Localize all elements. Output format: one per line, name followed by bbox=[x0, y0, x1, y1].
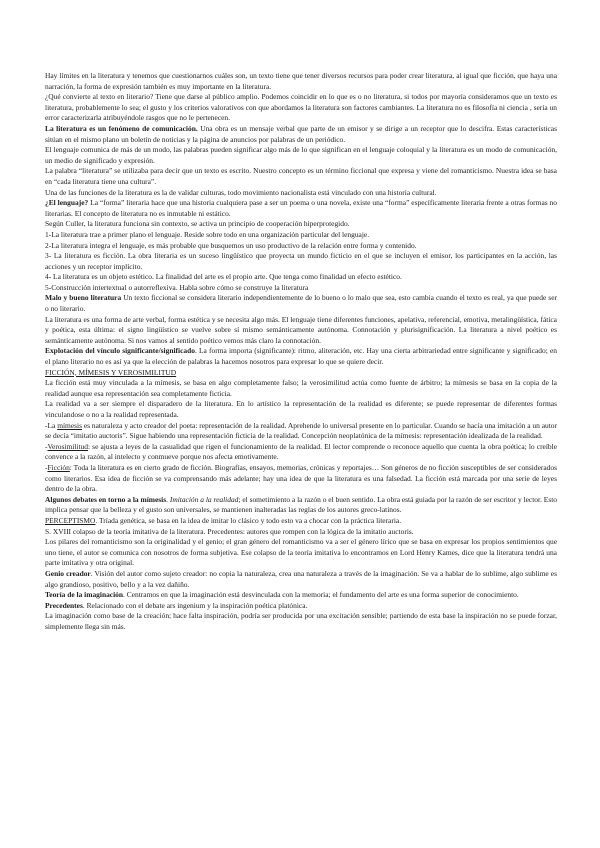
bold-text: Explotación del vínculo significante/significado bbox=[45, 346, 195, 356]
bold-text: Genio creador bbox=[45, 568, 91, 578]
underlined-text: Verosimilitud bbox=[47, 441, 88, 451]
text-run: 2-La literatura integra el lenguaje, es más probable que busquemos un uso productivo de la relación entre forma y contenido. bbox=[45, 240, 417, 250]
paragraph bbox=[45, 590, 557, 601]
document-page bbox=[45, 71, 557, 632]
paragraph bbox=[45, 188, 557, 199]
text-run: Los pilares del romanticismo son la originalidad y el genio; el gran género del romanticismo va a ser el género lírico que se basa en expresar los propios sentimientos que uno tiene, el autor se comunica con nosotros de forma subjetiva. Ese colapso de la teoría imitativa lo encontramos en Lord Henry Kames, dice que la literatura tendrá una parte imitativa y otra original. bbox=[45, 537, 557, 568]
text-run: 5-Construcción intertextual o autorreflexiva. Habla sobre cómo se construye la literatura bbox=[45, 282, 309, 292]
paragraph bbox=[45, 124, 557, 145]
paragraph bbox=[45, 230, 557, 241]
text-run: Un texto ficcional se considera literario independientemente de lo bueno o lo malo que sea, esto cambia cuando el texto es real, ya que puede ser o no literario. bbox=[45, 293, 557, 314]
underlined-text: PERCEPTISMO bbox=[45, 515, 96, 525]
paragraph bbox=[45, 346, 557, 367]
text-run: Según Culler, la literatura funciona sin contexto, se activa un principio de cooperación hiperprotegido. bbox=[45, 219, 350, 229]
text-run: . Tríada genética, se basa en la idea de imitar lo clásico y todo esto va a chocar con la práctica literaria. bbox=[95, 515, 402, 525]
italic-text: Imitación a la realidad bbox=[169, 494, 239, 504]
text-run: : se ajusta a leyes de la casualidad que rigen el funcionamiento de la realidad. El lector comprende o reconoce aquello que cuenta la obra poética; lo creíble convence a la razón, al intelecto y conmueve porque nos afecta emotivamente. bbox=[45, 441, 557, 462]
text-run: Una obra es un mensaje verbal que parte de un emisor y se dirige a un receptor que lo descifra. Estas características sitúan en el mismo plano un boletín de noticias y la página de anuncios por palabras de un periódico. bbox=[45, 123, 558, 144]
bold-text: La literatura es un fenómeno de comunicación. bbox=[45, 123, 198, 133]
text-run: . bbox=[166, 494, 170, 504]
text-run: - bbox=[45, 441, 48, 451]
paragraph bbox=[45, 283, 557, 294]
text-run: S. XVIII colapso de la teoría imitativa de la literatura. Precedentes: autores que rompen con la lógica de la imitatio auctoris. bbox=[45, 526, 414, 536]
text-run: Una de las funciones de la literatura es la de validar culturas, todo movimiento nacionalista está vinculado con una historia cultural. bbox=[45, 187, 437, 197]
text-run: - bbox=[45, 462, 48, 472]
paragraph bbox=[45, 442, 557, 463]
text-run: ; el sometimiento a la razón o el buen sentido. La obra está guiada por la razón de ser escritor y lector. Esto implica pensar que la belleza y el gusto son universales, se mantienen inalteradas las reglas de los autores greco-latinos. bbox=[45, 494, 558, 515]
paragraph bbox=[45, 399, 557, 420]
text-run: La “forma” literaria hace que una historia cualquiera pase a ser un poema o una novela, existe una “forma” específicamente literaria frente a otras formas no literarias. El concepto de literatura no es inmutable ni estático. bbox=[45, 198, 557, 218]
text-run: La imaginación como base de la creación; hace falta inspiración, podría ser producida por una excitación sensible; partiendo de esta base la inspiración no se puede forzar, simplemente llega sin más. bbox=[45, 611, 557, 631]
paragraph bbox=[45, 495, 557, 516]
text-run: El lenguaje comunica de más de un modo, las palabras pueden significar algo más de lo que significan en el lenguaje coloquial y la literatura es un modo de comunicación, un medio de significado y expresión. bbox=[45, 145, 557, 165]
text-run: 3- La literatura es ficción. La obra literaria es un suceso lingüístico que proyecta un mundo ficticio en el que se incluyen el emisor, los participantes en la acción, las acciones y un receptor implícito. bbox=[45, 251, 557, 271]
paragraph bbox=[45, 463, 557, 495]
text-run: -La bbox=[45, 420, 58, 430]
text-run: . La forma importa (significante): ritmo, aliteración, etc. Hay una cierta arbitrariedad entre significante y significado; en el plano literario no es así ya que la elección de palabras la hacemos nosotros para expresar lo que se quiere decir. bbox=[45, 346, 557, 367]
text-run: Hay límites en la literatura y tenemos que cuestionarnos cuáles son, un texto tiene que tener diversos recursos para poder crear literatura, al igual que ficción, que haya una narración, la forma de expresión también es muy importante en la literatura. bbox=[45, 71, 557, 91]
text-run: La realidad va a ser siempre el disparadero de la literatura. En lo artístico la representación de la realidad es diferente; se puede representar de diferentes formas vinculandose o no a la realidad representada. bbox=[45, 399, 557, 419]
paragraph bbox=[45, 198, 557, 219]
paragraph bbox=[45, 315, 557, 347]
paragraph bbox=[45, 71, 557, 92]
bold-text: Precedentes bbox=[45, 600, 83, 610]
text-run: . Visión del autor como sujeto creador: no copia la naturaleza, crea una naturaleza a través de la imaginación. Se va a hablar de lo sublime, algo sublime es algo grandioso, positivo, bello y a la vez dañiño. bbox=[45, 568, 557, 589]
paragraph bbox=[45, 293, 557, 314]
paragraph bbox=[45, 601, 557, 612]
text-run: . Centramos en que la imaginación está desvinculada con la memoria; el fundamento del arte es una forma superior de conocimiento. bbox=[123, 590, 519, 600]
text-run: es naturaleza y acto creador del poeta: representación de la realidad. Aprehende lo universal presente en lo particular. Cuando se hacía una imitación a un autor se decía “imitatio auctoris”. Sigue habiendo una representación ficticia de la realidad. Concepción neoplatónica de la mímesis: representación idealizada de la realidad. bbox=[45, 420, 557, 441]
bold-text: Teoría de la imaginación bbox=[45, 590, 124, 600]
text-run: FICCIÓN, MÍMESIS Y VEROSIMILITUD bbox=[45, 367, 177, 377]
text-run: . Relacionado con el debate ars ingenium y la inspiración poética platónica. bbox=[82, 600, 308, 610]
bold-text: ¿El lenguaje? bbox=[45, 198, 89, 208]
paragraph bbox=[45, 378, 557, 399]
paragraph bbox=[45, 145, 557, 166]
text-run: La literatura es una forma de arte verbal, forma estética y se necesita algo más. El lenguaje tiene diferentes funciones, apelativa, referencial, emotiva, metalingüística, fática y poética, esta última: el signo lingüístico se vuelve sobre sí mismo semánticamente autónoma. Connotación y plurisignificación. La literatura a nivel poético es semánticamente autónoma. Si nos vamos al sentido poético vemos más claro la connotación. bbox=[45, 314, 557, 345]
paragraph bbox=[45, 516, 557, 527]
paragraph bbox=[45, 537, 557, 569]
paragraph bbox=[45, 241, 557, 252]
paragraph bbox=[45, 611, 557, 632]
underlined-text: mímesis bbox=[57, 420, 82, 430]
section-heading bbox=[45, 368, 557, 379]
paragraph bbox=[45, 166, 557, 187]
bold-text: Malo y bueno literatura bbox=[45, 293, 122, 303]
text-run: ¿Qué convierte al texto en literario? Tiene que darse al público amplio. Podemos coincidir en lo que es o no literatura, si todos por mayoría consideramos que un texto es literatura, probablemente lo sea; el gusto y los criterios valorativos con que abordamos la literatura son factores cambiantes. La literatura no es filosofía ni ciencia , sería un error caracterizarla atribuyéndole rasgos que no le pertenecen. bbox=[45, 92, 557, 123]
paragraph bbox=[45, 421, 557, 442]
underlined-text: Ficción bbox=[47, 462, 70, 472]
text-run: La ficción está muy vinculada a la mímesis, se basa en algo completamente falso; la verosimilitud actúa como fuente de árbitro; la mímesis se basa en la copia de la realidad aunque esa representación sea completamente ficticia. bbox=[45, 378, 557, 398]
paragraph bbox=[45, 272, 557, 283]
paragraph bbox=[45, 527, 557, 538]
text-run: : Toda la literatura es en cierto grado de ficción. Biografías, ensayos, memorias, crónicas y reportajes… Son géneros de no ficción susceptibles de ser considerados como literarios. Esa idea de ficción se va comprensando más adelante; hay una idea de que la literatura es una falsedad. La ficción está marcada por una serie de leyes dentro de la obra. bbox=[45, 462, 557, 494]
paragraph bbox=[45, 251, 557, 272]
text-run: 1-La literatura trae a primer plano el lenguaje. Reside sobre todo en una organización particular del lenguaje. bbox=[45, 229, 370, 239]
paragraph bbox=[45, 569, 557, 590]
bold-text: Algunos debates en torno a la mímesis bbox=[45, 494, 167, 504]
paragraph bbox=[45, 219, 557, 230]
text-run: 4- La literatura es un objeto estético. La finalidad del arte es el propio arte. Que tenga como finalidad un efecto estético. bbox=[45, 272, 402, 282]
text-run: La palabra “literatura” se utilizaba para decir que un texto es escrito. Nuestro concepto es un término ficcional que expresa y viene del romanticismo. Nuestra idea se basa en “cada literatura tiene una cultura”. bbox=[45, 166, 557, 186]
paragraph bbox=[45, 92, 557, 124]
